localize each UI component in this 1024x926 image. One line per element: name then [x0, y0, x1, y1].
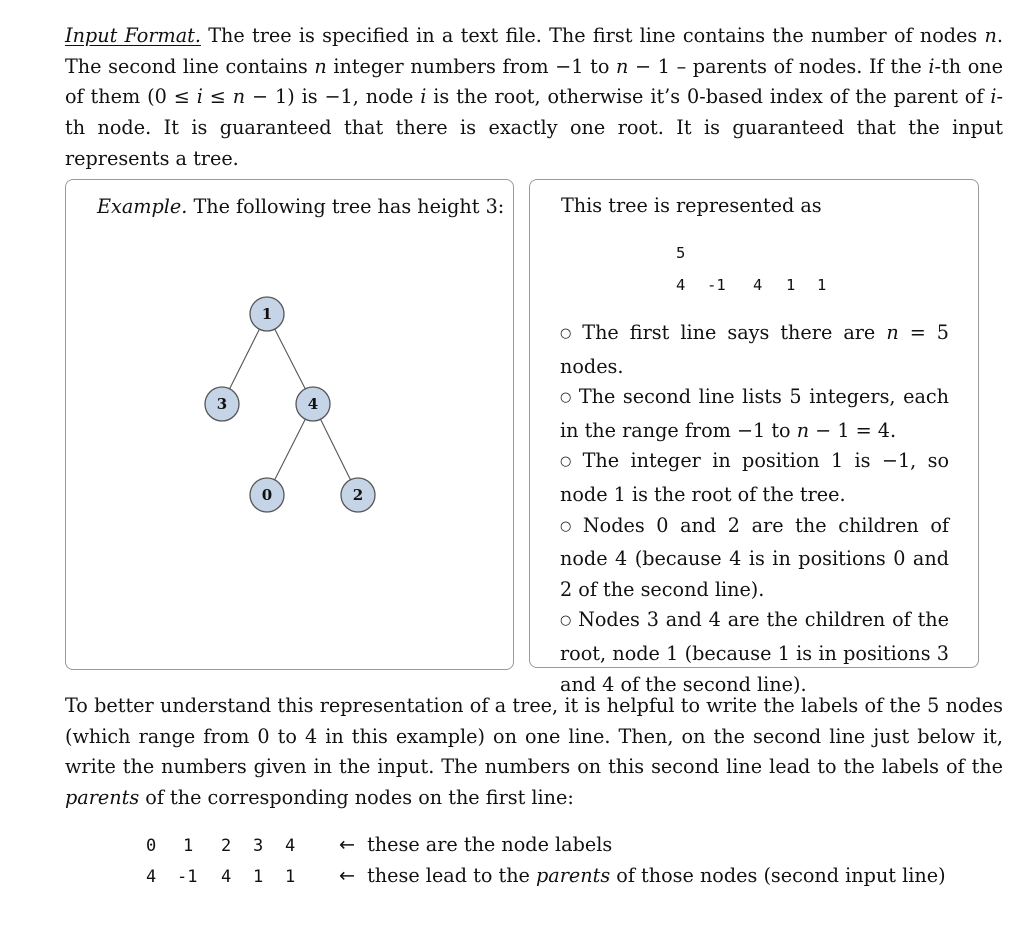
tree-node: [250, 478, 284, 512]
parent-cell: 1: [285, 867, 296, 887]
input-line-2-value: 4: [753, 276, 763, 294]
input-format-paragraph: Input Format. The tree is specified in a text file. The first line contains the number of nodes n. The second line contains n integer numbers from −1 to n − 1 – parents of nodes. If the i-th one of them (0 ≤ i ≤ n − 1) is −1, node i is the root, otherwise it’s 0-based index of the parent of i-th node. It is guaranteed that there is exactly one root. It is guaranteed that the input represents a tree.: [65, 24, 1003, 170]
tree-diagram: [66, 180, 515, 671]
tree-node: [341, 478, 375, 512]
input-line-2-value: 1: [817, 276, 827, 294]
input-line-1: 5: [676, 244, 686, 262]
representation-title: This tree is represented as: [561, 194, 822, 217]
node-label-cell: 0: [146, 836, 157, 856]
node-labels-caption: ← these are the node labels: [339, 833, 613, 856]
tree-edge: [275, 419, 306, 480]
left-arrow-icon: ←: [339, 864, 356, 887]
bullet-item: ○ The integer in position 1 is −1, so node 1 is the root of the tree.: [560, 449, 950, 506]
bullet-item: ○ The second line lists 5 integers, each in the range from −1 to n − 1 = 4.: [560, 385, 949, 442]
explanation-paragraph: To better understand this representation of a tree, it is helpful to write the labels of the 5 nodes (which range from 0 to 4 in this example) on one line. Then, on the second line just below it, write the numbers given in the input. The numbers on this second line lead to the labels of the parents of the corresponding nodes on the first line:: [65, 694, 1003, 810]
tree-node-label: 0: [261, 486, 273, 504]
node-label-cell: 4: [285, 836, 296, 856]
parent-cell: -1: [177, 867, 198, 887]
tree-edge: [230, 329, 260, 389]
bullet-item: ○ Nodes 0 and 2 are the children of node 4 (because 4 is in positions 0 and 2 of the second line).: [560, 513, 950, 601]
parent-cell: 4: [221, 867, 232, 887]
tree-node-label: 3: [216, 395, 228, 413]
tree-edge: [275, 329, 306, 389]
example-tree-panel: [65, 179, 514, 670]
representation-panel: [529, 179, 979, 696]
explanation-bullets: [560, 318, 949, 700]
bullet-item: ○ The first line says there are n = 5 nodes.: [560, 321, 949, 378]
node-label-cell: 2: [221, 836, 232, 856]
tree-node: [205, 387, 239, 421]
tree-node-label: 2: [352, 486, 364, 504]
parents-caption: ← these lead to the parents of those nodes (second input line): [339, 864, 946, 887]
tree-node-label: 4: [307, 395, 319, 413]
input-line-2-value: -1: [707, 276, 726, 294]
node-label-cell: 1: [183, 836, 194, 856]
parent-cell: 4: [146, 867, 157, 887]
tree-edge: [321, 419, 351, 480]
input-line-2-value: 1: [786, 276, 796, 294]
input-line-2-value: 4: [676, 276, 686, 294]
tree-node-label: 1: [261, 305, 273, 323]
node-label-cell: 3: [253, 836, 264, 856]
bullet-item: ○ Nodes 3 and 4 are the children of the root, node 1 (because 1 is in positions 3 and 4 of the second line).: [560, 608, 950, 696]
parent-cell: 1: [253, 867, 264, 887]
left-arrow-icon: ←: [339, 833, 356, 856]
input-format-heading: Input Format.: [65, 24, 201, 47]
tree-node: [296, 387, 330, 421]
tree-node: [250, 297, 284, 331]
example-caption: Example. The following tree has height 3:: [97, 195, 505, 218]
